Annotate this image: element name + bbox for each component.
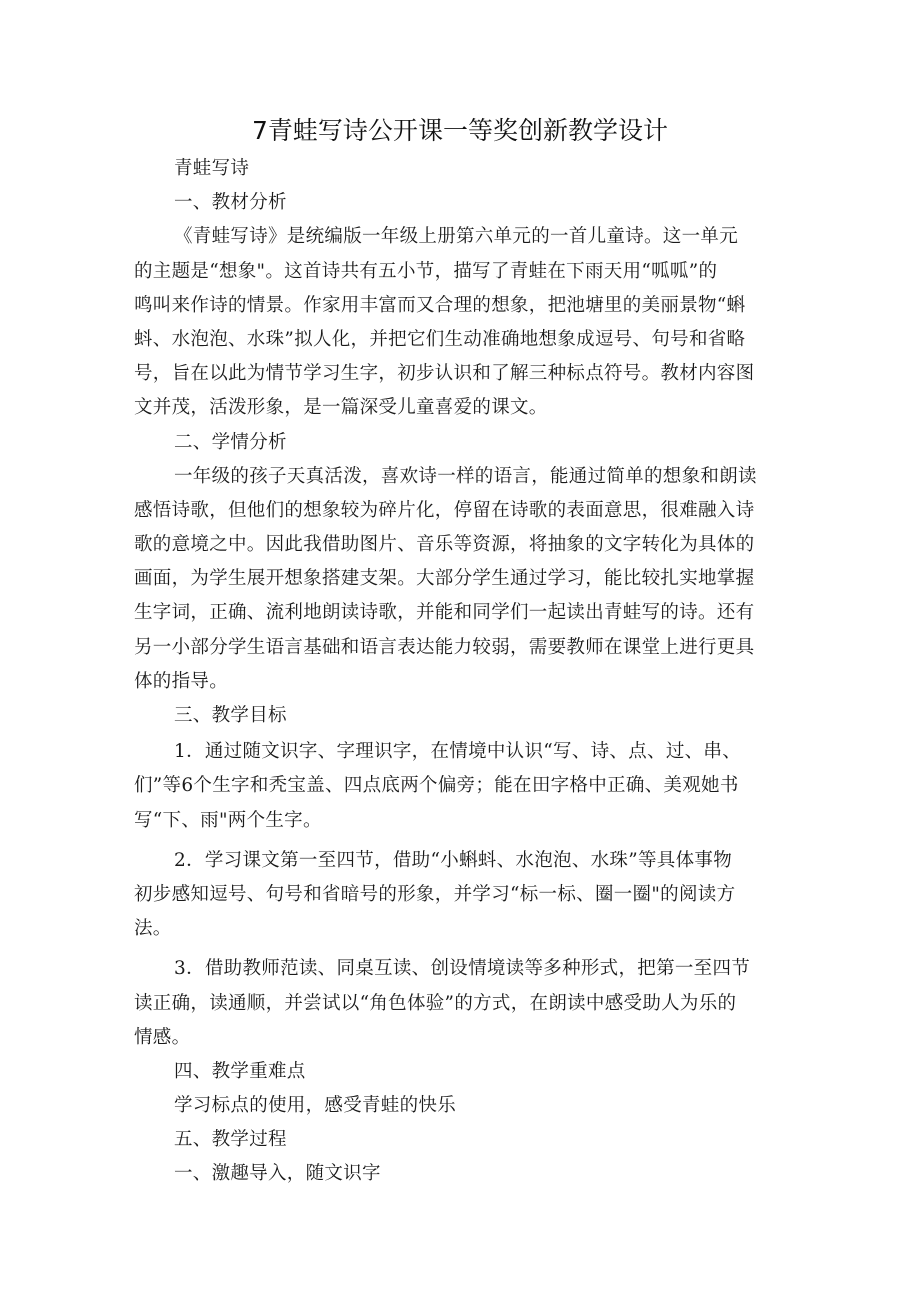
paragraph-line: 《青蛙写诗》是统编版一年级上册第六单元的一首儿童诗。这一单元	[174, 226, 739, 248]
objective-line: 1．通过随文识字、字理识字，在情境中认识“写、诗、点、过、串、	[174, 741, 742, 763]
paragraph-line: 体的指导。	[134, 670, 229, 692]
section-heading: 五、教学过程	[174, 1129, 287, 1151]
paragraph-line: 的主题是“想象"。这首诗共有五小节，描写了青蛙在下雨天用“呱呱”的	[134, 260, 718, 282]
paragraph-line: 学习标点的使用，感受青蛙的快乐	[174, 1095, 457, 1117]
paragraph-line: 号，旨在以此为情节学习生字，初步认识和了解三种标点符号。教材内容图	[134, 363, 755, 385]
objective-line: 情感。	[134, 1026, 191, 1048]
section-heading: 一、教材分析	[174, 192, 287, 214]
paragraph-line: 蚪、水泡泡、水珠”拟人化，并把它们生动准确地想象成逗号、句号和省略	[134, 328, 746, 350]
paragraph-line: 文并茂，活泼形象，是一篇深受儿童喜爱的课文。	[134, 397, 548, 419]
paragraph-line: 鸣叫来作诗的情景。作家用丰富而又合理的想象，把池塘里的美丽景物“蝌	[134, 294, 746, 316]
section-heading: 三、教学目标	[174, 705, 287, 726]
document-body	[134, 152, 794, 1192]
paragraph-line: 生字词，正确、流利地朗读诗歌，并能和同学们一起读出青蛙写的诗。还有	[134, 602, 755, 624]
paragraph-line: 一年级的孩子天真活泼，喜欢诗一样的语言，能通过简单的想象和朗读	[174, 465, 757, 487]
objective-line: 读正确，读通顺，并尝试以“角色体验”的方式，在朗读中感受助人为乐的	[134, 992, 737, 1014]
objective-line: 初步感知逗号、句号和省暗号的形象，并学习“标一标、圈一圈"的阅读方	[134, 883, 736, 905]
document-title: 7青蛙写诗公开课一等奖创新教学设计	[252, 116, 668, 145]
paragraph-line: 感悟诗歌，但他们的想象较为碎片化，停留在诗歌的表面意思，很难融入诗	[134, 499, 755, 521]
subtitle: 青蛙写诗	[174, 158, 250, 179]
paragraph-line: 画面，为学生展开想象搭建支架。大部分学生通过学习，能比较扎实地掌握	[134, 568, 755, 590]
objective-line: 写“下、雨"两个生字。	[134, 809, 322, 831]
objective-line: 们”等6个生字和秃宝盖、四点底两个偏旁；能在田字格中正确、美观她书	[134, 775, 739, 797]
objective-line: 法。	[134, 918, 172, 940]
subsection-heading: 一、激趣导入，随文识字	[174, 1163, 381, 1185]
paragraph-line: 另一小部分学生语言基础和语言表达能力较弱，需要教师在课堂上进行更具	[134, 636, 755, 658]
section-heading: 二、学情分析	[174, 431, 287, 453]
section-heading: 四、教学重难点	[174, 1060, 306, 1082]
objective-line: 2．学习课文第一至四节，借助“小蝌蚪、水泡泡、水珠”等具体事物	[174, 849, 732, 871]
paragraph-line: 歌的意境之中。因此我借助图片、音乐等资源，将抽象的文字转化为具体的	[134, 534, 755, 556]
objective-line: 3．借助教师范读、同桌互读、创设情境读等多种形式，把第一至四节	[174, 958, 751, 980]
